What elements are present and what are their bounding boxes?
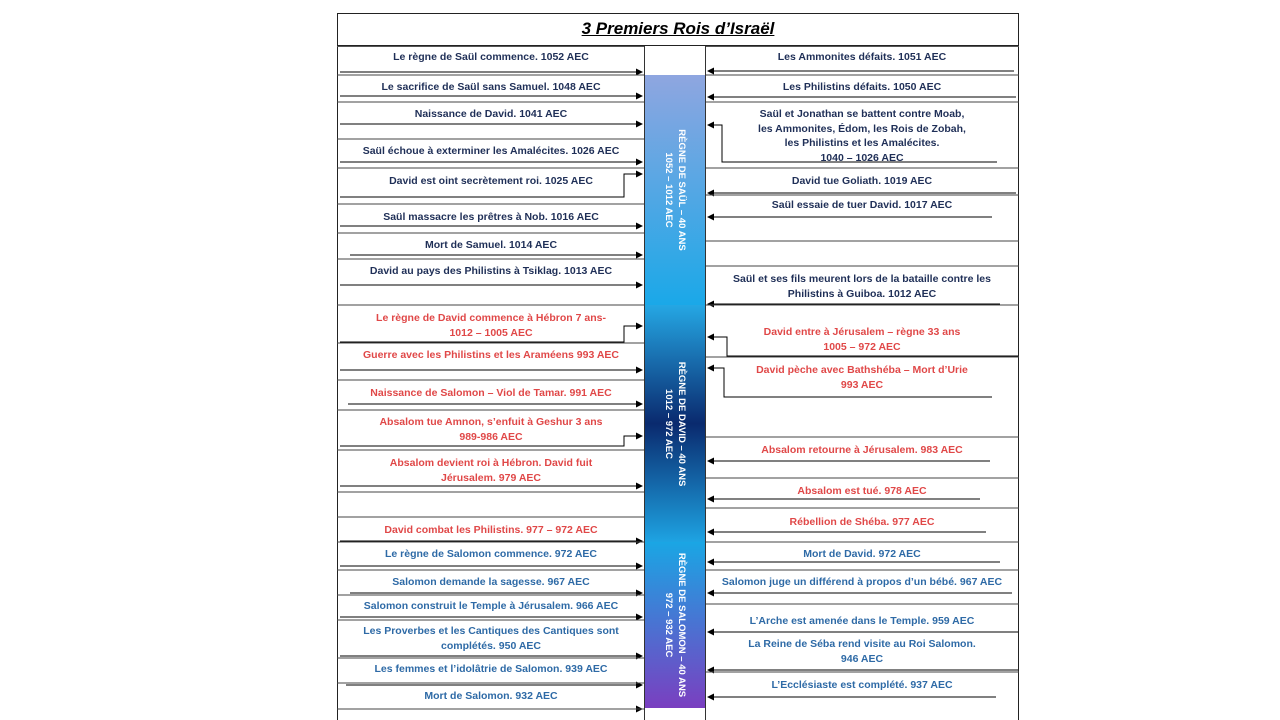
event-line: Le règne de Salomon commence. 972 AEC <box>384 548 597 560</box>
event-line: L’Arche est amenée dans le Temple. 959 AEC <box>749 615 975 627</box>
arrow-right <box>708 337 1018 356</box>
event-line: David est oint secrètement roi. 1025 AEC <box>389 175 593 187</box>
reign-years-david: 1012 – 972 AEC <box>663 388 674 459</box>
event-line: Absalom devient roi à Hébron. David fuit <box>389 457 593 469</box>
event-line: Jérusalem. 979 AEC <box>440 471 541 484</box>
page-title: 3 Premiers Rois d’Israël <box>581 19 775 38</box>
event-line: David au pays des Philistins à Tsiklag. 1013 AEC <box>369 265 613 277</box>
event-line: Saül échoue à exterminer les Amalécites. 1026 AEC <box>362 145 620 157</box>
event-line: Saül essaie de tuer David. 1017 AEC <box>771 199 953 211</box>
event-line: Saül et ses fils meurent lors de la bataille contre les <box>733 273 991 285</box>
event-line: Le règne de David commence à Hébron 7 ans- <box>376 312 606 324</box>
event-line: les Philistins et les Amalécites. <box>784 137 940 149</box>
event-line: Les femmes et l’idolâtrie de Salomon. 939 AEC <box>374 663 608 675</box>
event-line: Salomon demande la sagesse. 967 AEC <box>392 576 590 588</box>
event-line: Les Proverbes et les Cantiques des Cantiques sont <box>363 625 619 637</box>
arrow-left <box>340 326 642 342</box>
event-line: David entre à Jérusalem – règne 33 ans <box>763 326 961 338</box>
event-line: L’Ecclésiaste est complété. 937 AEC <box>771 679 953 691</box>
reign-title-saul: RÈGNE DE SAÜL – 40 ANS <box>676 129 687 251</box>
event-line: les Ammonites, Édom, les Rois de Zobah, <box>758 122 966 135</box>
event-line: Salomon juge un différend à propos d’un bébé. 967 AEC <box>721 576 1003 588</box>
event-line: David pèche avec Bathshéba – Mort d’Urie <box>756 364 968 376</box>
event-line: La Reine de Séba rend visite au Roi Salomon. <box>748 638 976 650</box>
event-line: Mort de Salomon. 932 AEC <box>424 690 558 702</box>
event-line: Saül massacre les prêtres à Nob. 1016 AEC <box>383 211 599 223</box>
event-line: Absalom est tué. 978 AEC <box>797 485 927 497</box>
event-line: Absalom retourne à Jérusalem. 983 AEC <box>761 444 963 456</box>
reign-title-salomon: RÈGNE DE SALOMON – 40 ANS <box>676 552 687 698</box>
event-line: Saül et Jonathan se battent contre Moab, <box>759 108 965 120</box>
reign-years-salomon: 972 – 932 AEC <box>663 592 674 658</box>
event-line: complétés. 950 AEC <box>441 639 541 652</box>
reign-title-david: RÈGNE DE DAVID – 40 ANS <box>676 361 687 486</box>
event-line: 989-986 AEC <box>459 430 523 443</box>
event-line: Le règne de Saül commence. 1052 AEC <box>393 51 589 63</box>
event-line: Absalom tue Amnon, s’enfuit à Geshur 3 ans <box>379 416 603 428</box>
event-line: Guerre avec les Philistins et les Araméens 993 AEC <box>362 349 620 361</box>
event-line: Mort de Samuel. 1014 AEC <box>424 239 558 251</box>
event-line: Mort de David. 972 AEC <box>803 548 921 560</box>
arrow-right <box>708 368 992 397</box>
event-line: Les Philistins défaits. 1050 AEC <box>782 81 942 93</box>
event-line: 993 AEC <box>840 378 884 391</box>
reign-years-saul: 1052 – 1012 AEC <box>663 152 674 228</box>
event-line: Naissance de Salomon – Viol de Tamar. 991 AEC <box>370 387 612 399</box>
arrow-left <box>340 436 642 446</box>
arrow-left <box>340 174 642 197</box>
event-line: David tue Goliath. 1019 AEC <box>791 175 933 187</box>
event-line: Philistins à Guiboa. 1012 AEC <box>787 287 937 300</box>
event-line: Les Ammonites défaits. 1051 AEC <box>777 51 947 63</box>
event-line: Le sacrifice de Saül sans Samuel. 1048 AEC <box>381 81 601 93</box>
event-line: Naissance de David. 1041 AEC <box>414 108 568 120</box>
event-line: Rébellion de Shéba. 977 AEC <box>789 516 935 528</box>
event-line: 946 AEC <box>840 652 884 665</box>
event-line: 1012 – 1005 AEC <box>449 326 533 339</box>
arrow-right <box>708 125 997 162</box>
event-line: 1005 – 972 AEC <box>823 340 901 353</box>
event-line: 1040 – 1026 AEC <box>820 151 904 164</box>
event-line: Salomon construit le Temple à Jérusalem. 966 AEC <box>363 600 619 612</box>
event-line: David combat les Philistins. 977 – 972 AEC <box>384 524 598 536</box>
